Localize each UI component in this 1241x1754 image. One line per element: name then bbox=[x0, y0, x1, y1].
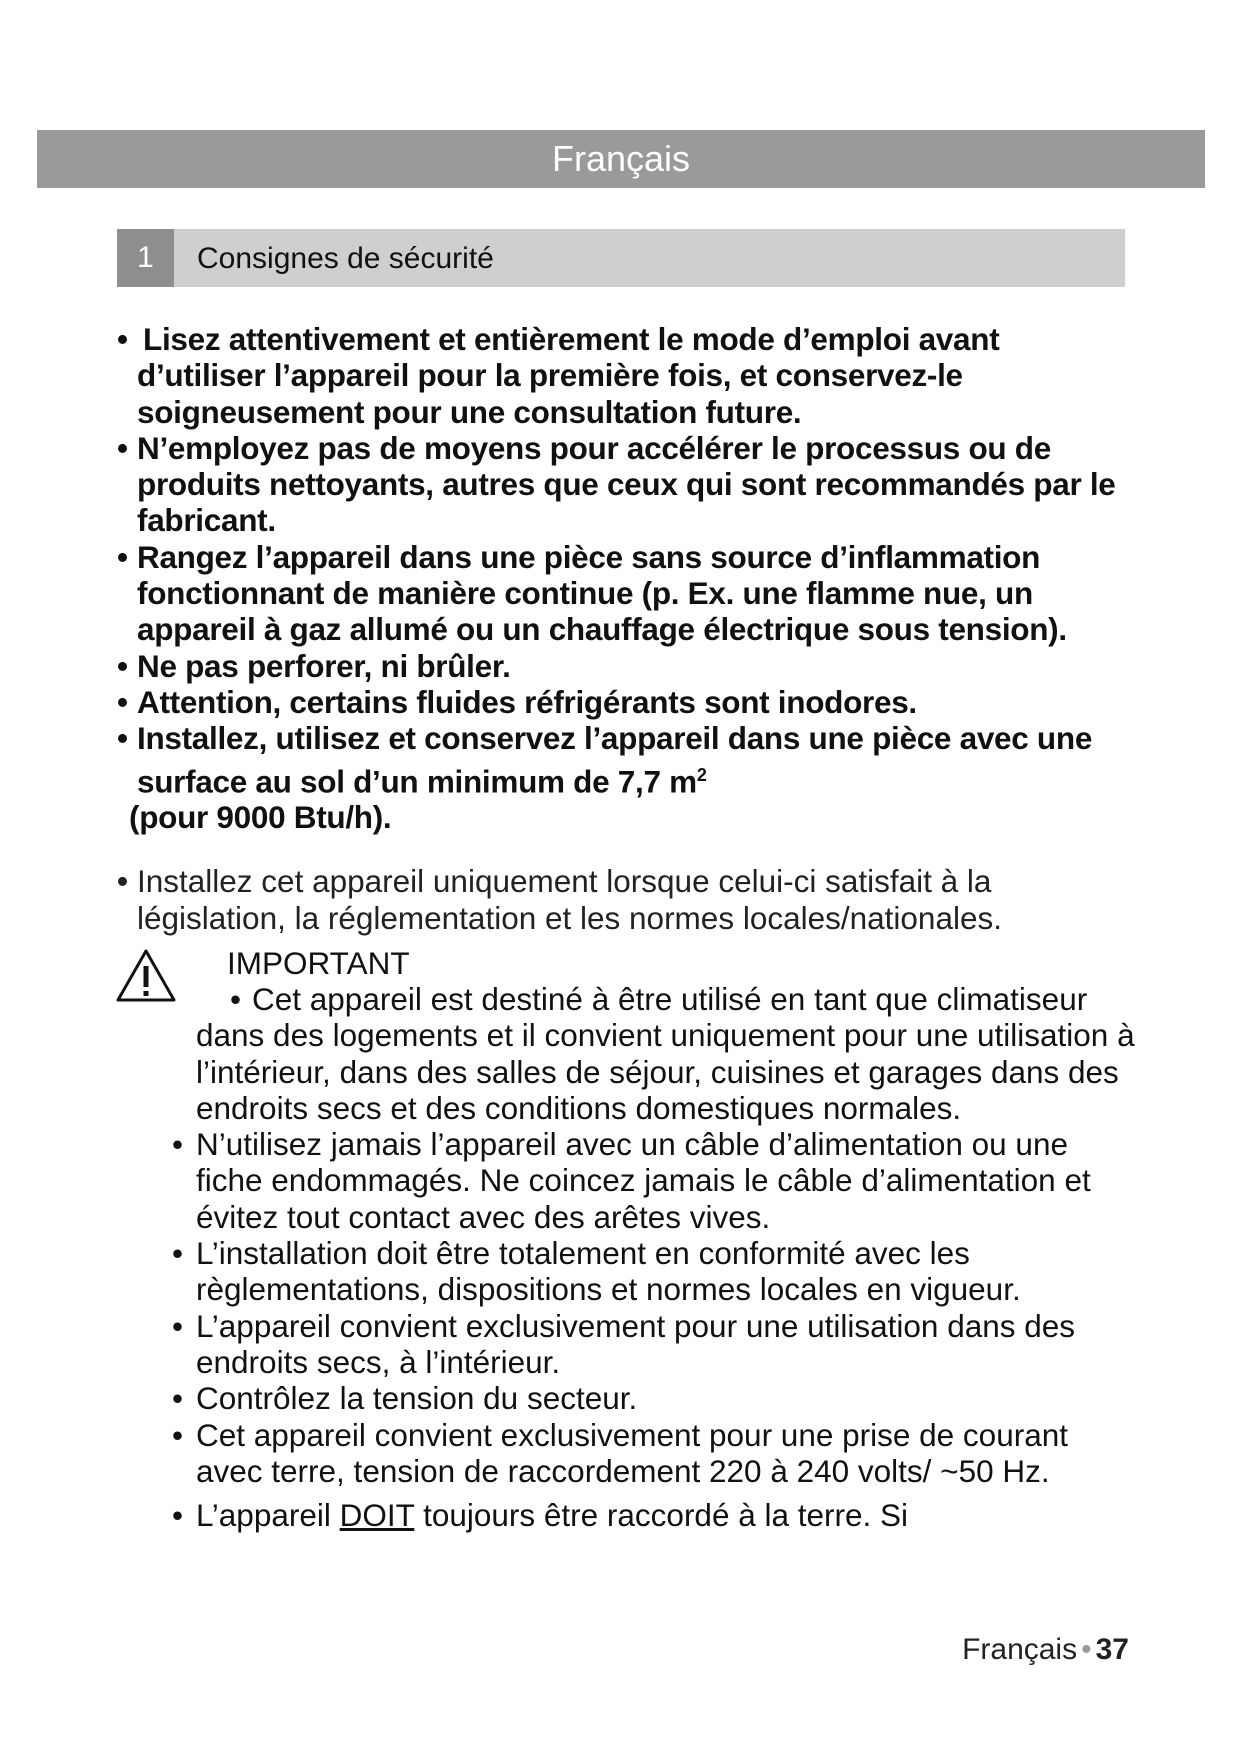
footer-language: Français bbox=[962, 1633, 1078, 1666]
list-item bbox=[170, 1126, 1140, 1235]
list-item bbox=[170, 1235, 1140, 1308]
list-item-text: Cet appareil est destiné à être utilisé en tant que climatiseur dans des logements et il convient uniquement pour une utilisation à l’intérieur, dans des salles de séjour, cuisines et garages dans des endroits secs et des conditions domestiques normales. bbox=[196, 981, 1135, 1126]
section-number: 1 bbox=[117, 229, 174, 287]
square-superscript: 2 bbox=[696, 764, 707, 785]
list-item bbox=[170, 1380, 1140, 1416]
section-title: Consignes de sécurité bbox=[197, 242, 494, 275]
list-item bbox=[170, 1497, 1140, 1533]
important-list bbox=[170, 981, 1140, 1533]
list-item-text: Ne pas perforer, ni brûler. bbox=[137, 647, 511, 684]
important-title: IMPORTANT bbox=[227, 945, 410, 981]
warning-triangle-icon bbox=[115, 948, 177, 1004]
list-item-text: Installez cet appareil uniquement lorsque celui-ci satisfait à la législation, la réglementation et les normes locales/nationales. bbox=[137, 863, 1002, 936]
bullet: • bbox=[172, 1126, 184, 1163]
floor-area-text: Installez, utilisez et conservez l’appareil dans une pièce avec une surface au sol d’un minimum de 7,7 m bbox=[137, 720, 1093, 800]
earthing-text-start: L’appareil bbox=[196, 1497, 340, 1534]
bullet: • bbox=[117, 321, 128, 357]
list-item-text bbox=[129, 720, 1127, 836]
list-item-text: L’appareil convient exclusivement pour une utilisation dans des endroits secs, à l’intérieur. bbox=[196, 1307, 1076, 1380]
page-number: 37 bbox=[1095, 1633, 1129, 1666]
bullet: • bbox=[172, 1380, 184, 1417]
language-header-bar bbox=[37, 130, 1205, 188]
bullet: • bbox=[117, 863, 129, 899]
bullet: • bbox=[172, 1497, 184, 1534]
list-item-text: Attention, certains fluides réfrigérants sont inodores. bbox=[137, 683, 917, 720]
list-item bbox=[117, 648, 1127, 684]
list-item-text: Lisez attentivement et entièrement le mode d’emploi avant d’utiliser l’appareil pour la première fois, et conservez-le soigneusement pour une consultation future. bbox=[137, 321, 1000, 430]
list-item bbox=[117, 321, 1127, 430]
list-item-text: N’utilisez jamais l’appareil avec un câble d’alimentation ou une fiche endommagés. Ne coincez jamais le câble d’alimentation et évitez tout contact avec des arêtes vives. bbox=[196, 1126, 1091, 1235]
list-item bbox=[117, 684, 1127, 720]
bullet: • bbox=[230, 981, 242, 1017]
list-item bbox=[117, 539, 1127, 648]
list-item-text: Rangez l’appareil dans une pièce sans source d’inflammation fonctionnant de manière continue (p. Ex. une flamme nue, un appareil à gaz allumé ou un chauffage électrique sous tension). bbox=[137, 538, 1067, 648]
list-item-text: N’employez pas de moyens pour accélérer le processus ou de produits nettoyants, autres que ceux qui sont recommandés par le fabricant. bbox=[137, 429, 1116, 539]
earthing-text-end: toujours être raccordé à la terre. Si bbox=[414, 1497, 909, 1534]
page-footer bbox=[962, 1632, 1129, 1668]
bullet: • bbox=[172, 1235, 184, 1272]
bullet: • bbox=[117, 538, 128, 575]
list-item-floor-area bbox=[117, 720, 1127, 835]
language-header-title: Français bbox=[551, 138, 691, 179]
list-item-text: Cet appareil convient exclusivement pour une prise de courant avec terre, tension de raccordement 220 à 240 volts/ ~50 Hz. bbox=[196, 1416, 1069, 1489]
floor-area-continuation: (pour 9000 Btu/h). bbox=[129, 799, 392, 836]
legislation-item bbox=[117, 863, 1127, 936]
bullet: • bbox=[172, 1307, 184, 1344]
list-item bbox=[170, 981, 1140, 1126]
list-item-text: Contrôlez la tension du secteur. bbox=[196, 1380, 638, 1417]
safety-warnings-bold-list bbox=[117, 321, 1127, 836]
list-item bbox=[170, 1308, 1140, 1381]
bullet: • bbox=[172, 1416, 184, 1453]
must-emphasis: DOIT bbox=[339, 1497, 415, 1534]
footer-separator: • bbox=[1081, 1633, 1092, 1666]
list-item bbox=[117, 863, 1127, 936]
bullet: • bbox=[117, 429, 128, 466]
list-item-text: L’installation doit être totalement en conformité avec les règlementations, dispositions et normes locales en vigueur. bbox=[196, 1235, 1021, 1308]
bullet: • bbox=[117, 720, 128, 757]
bullet: • bbox=[117, 647, 128, 684]
bullet: • bbox=[117, 683, 128, 720]
list-item-text bbox=[196, 1497, 908, 1533]
section-heading-bar bbox=[117, 229, 1125, 287]
list-item bbox=[170, 1417, 1140, 1490]
list-item bbox=[117, 430, 1127, 539]
